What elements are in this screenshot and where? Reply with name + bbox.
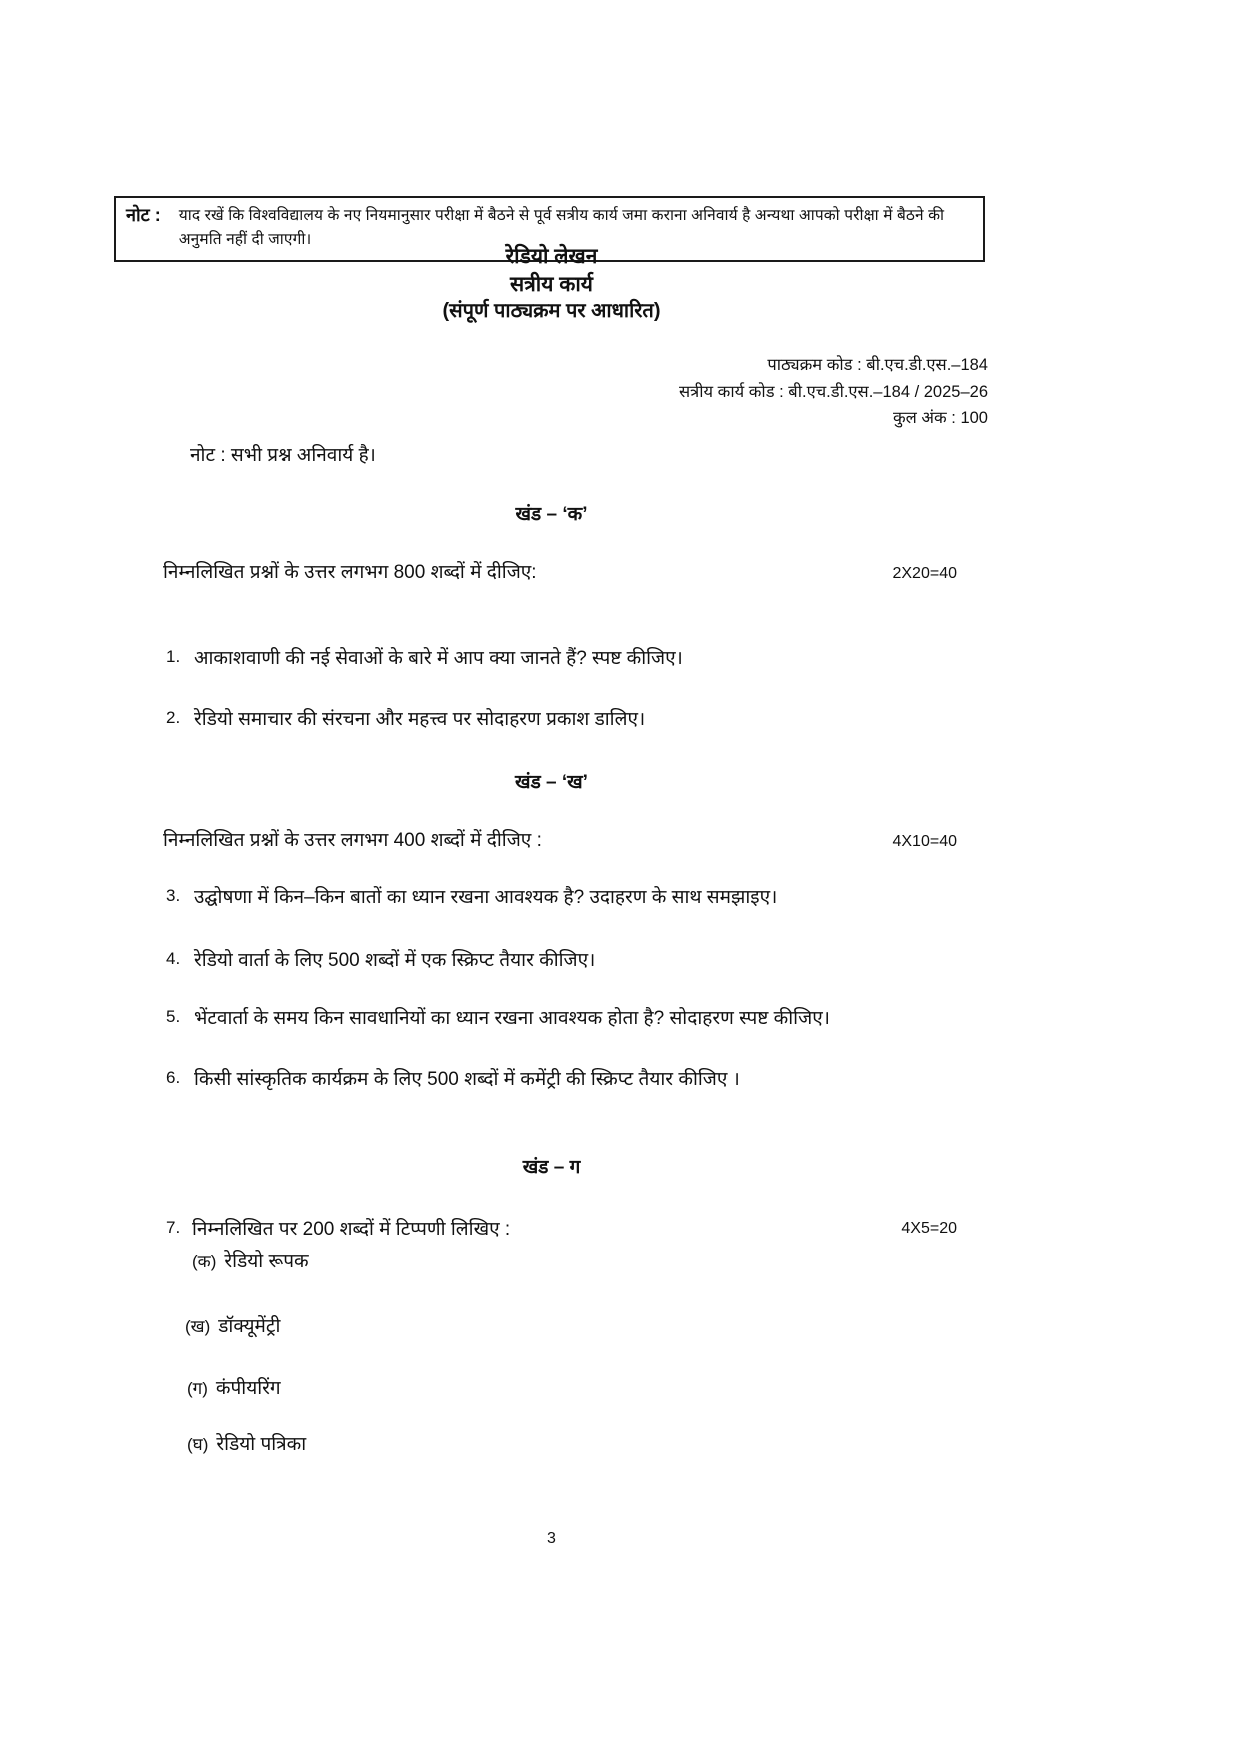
note-box-label: नोट : (126, 205, 161, 225)
question-4-text: रेडियो वार्ता के लिए 500 शब्दों में एक स्क्रिप्ट तैयार कीजिए। (194, 950, 596, 971)
sub-kha-text: डॉक्यूमेंट्री (218, 1316, 281, 1337)
section-a-instruction-row (163, 558, 957, 584)
sub-gha-text: रेडियो पत्रिका (216, 1434, 307, 1455)
question-7-number: 7. (166, 1218, 181, 1237)
section-a-marks: 2X20=40 (892, 565, 957, 582)
general-note: नोट : सभी प्रश्न अनिवार्य है। (190, 445, 376, 466)
question-1-text: आकाशवाणी की नई सेवाओं के बारे में आप क्या जानते हैं? स्पष्ट कीजिए। (194, 648, 683, 669)
sub-ga-label: (ग) (187, 1379, 208, 1398)
question-7-text: निम्नलिखित पर 200 शब्दों में टिप्पणी लिखिए : (192, 1219, 511, 1240)
question-3-number: 3. (166, 886, 181, 905)
question-7-sub-ka (192, 1247, 309, 1273)
course-code: पाठ्यक्रम कोड : बी.एच.डी.एस.–184 (767, 356, 988, 374)
section-c-heading: खंड – ग (522, 1157, 581, 1178)
question-4 (166, 947, 996, 975)
sub-gha-label: (घ) (187, 1435, 209, 1454)
assignment-code: सत्रीय कार्य कोड : बी.एच.डी.एस.–184 / 2025–26 (678, 382, 988, 401)
question-7-sub-kha (185, 1312, 280, 1338)
question-3 (166, 884, 996, 912)
sub-kha-label: (ख) (185, 1317, 211, 1336)
question-2-text: रेडियो समाचार की संरचना और महत्त्व पर सोदाहरण प्रकाश डालिए। (194, 709, 646, 730)
note-box-text: याद रखें कि विश्वविद्यालय के नए नियमानुसार परीक्षा में बैठने से पूर्व सत्रीय कार्य जमा कराना अनिवार्य है अन्यथा आपको परीक्षा में बैठने की अनुमति नहीं दी जाएगी। (178, 207, 945, 249)
paper-scope: (संपूर्ण पाठ्यक्रम पर आधारित) (442, 300, 661, 323)
sub-ka-label: (क) (192, 1252, 217, 1271)
question-2-number: 2. (166, 708, 181, 727)
section-a-heading: खंड – ‘क’ (515, 504, 588, 525)
code-block (115, 352, 988, 432)
paper-title: रेडियो लेखन (505, 245, 598, 268)
section-b-instruction: निम्नलिखित प्रश्नों के उत्तर लगभग 400 शब्दों में दीजिए : (163, 830, 542, 851)
question-7-sub-gha (187, 1430, 306, 1456)
question-4-number: 4. (166, 949, 181, 968)
sub-ga-text: कंपीयरिंग (215, 1378, 281, 1399)
question-1 (166, 645, 996, 673)
question-2 (166, 706, 996, 734)
paper-subtitle: सत्रीय कार्य (510, 272, 593, 296)
section-a-instruction: निम्नलिखित प्रश्नों के उत्तर लगभग 800 शब्दों में दीजिए: (163, 562, 537, 583)
question-5-text: भेंटवार्ता के समय किन सावधानियों का ध्यान रखना आवश्यक होता है? सोदाहरण स्पष्ट कीजिए। (194, 1008, 830, 1029)
question-5-number: 5. (166, 1007, 181, 1026)
question-7-sub-ga (187, 1374, 281, 1400)
page-number: 3 (547, 1530, 556, 1547)
question-5 (166, 1005, 996, 1033)
total-marks: कुल अंक : 100 (892, 409, 988, 428)
question-3-text: उद्घोषणा में किन–किन बातों का ध्यान रखना आवश्यक है? उदाहरण के साथ समझाइए। (194, 887, 778, 908)
section-b-instruction-row (163, 826, 957, 852)
section-b-heading: खंड – ‘ख’ (515, 772, 588, 793)
question-1-number: 1. (166, 647, 181, 666)
title-block (115, 243, 988, 324)
question-6-text: किसी सांस्कृतिक कार्यक्रम के लिए 500 शब्दों में कमेंट्री की स्क्रिप्ट तैयार कीजिए । (194, 1069, 740, 1090)
section-c-marks: 4X5=20 (901, 1220, 957, 1237)
question-6-number: 6. (166, 1068, 181, 1087)
question-7 (166, 1216, 957, 1244)
section-b-marks: 4X10=40 (892, 833, 957, 850)
question-6 (166, 1066, 996, 1094)
sub-ka-text: रेडियो रूपक (224, 1251, 309, 1272)
